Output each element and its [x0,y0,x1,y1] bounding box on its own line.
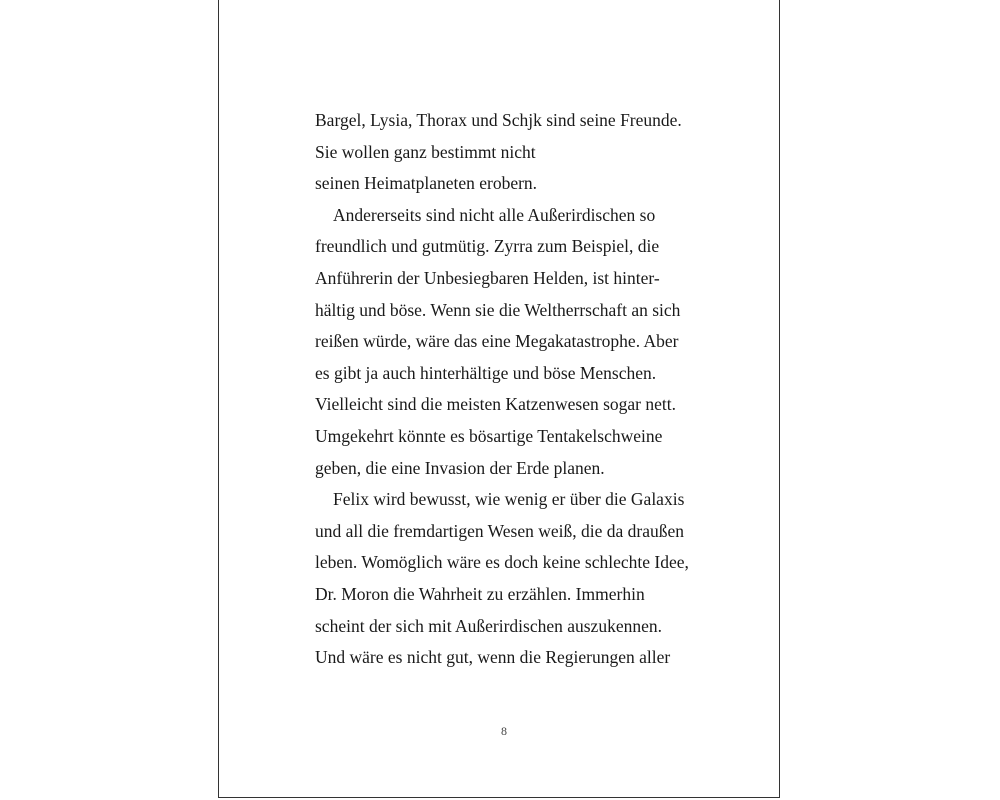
text-line: Dr. Moron die Wahrheit zu erzählen. Immerhin [315,583,645,604]
text-line: hältig und böse. Wenn sie die Weltherrschaft an sich [315,299,681,320]
paragraph-start-line: Felix wird bewusst, wie wenig er über die Galaxis [333,489,685,510]
text-line: und all die fremdartigen Wesen weiß, die da draußen [315,520,685,541]
text-line: reißen würde, wäre das eine Megakatastrophe. Aber [315,331,679,352]
text-line: leben. Womöglich wäre es doch keine schlechte Idee, [315,552,689,573]
book-page [218,0,780,798]
text-line: Sie wollen ganz bestimmt nicht [315,141,536,162]
text-line: Umgekehrt könnte es bösartige Tentakelschweine [315,425,663,446]
text-line: Und wäre es nicht gut, wenn die Regierungen aller [315,647,671,668]
text-line: seinen Heimatplaneten erobern. [315,173,538,194]
page-number: 8 [501,724,507,738]
text-line: Bargel, Lysia, Thorax und Schjk sind seine Freunde. [315,110,682,130]
text-line: es gibt ja auch hinterhältige und böse Menschen. [315,362,657,383]
text-line: freundlich und gutmütig. Zyrra zum Beispiel, die [315,236,660,257]
text-line: Vielleicht sind die meisten Katzenwesen sogar nett. [315,394,676,415]
text-line: geben, die eine Invasion der Erde planen. [315,457,605,478]
text-line: scheint der sich mit Außerirdischen auszukennen. [315,615,662,636]
body-text [315,105,725,674]
text-line: Anführerin der Unbesiegbaren Helden, ist hinter- [315,267,660,288]
paragraph-start-line: Andererseits sind nicht alle Außerirdischen so [333,204,656,225]
